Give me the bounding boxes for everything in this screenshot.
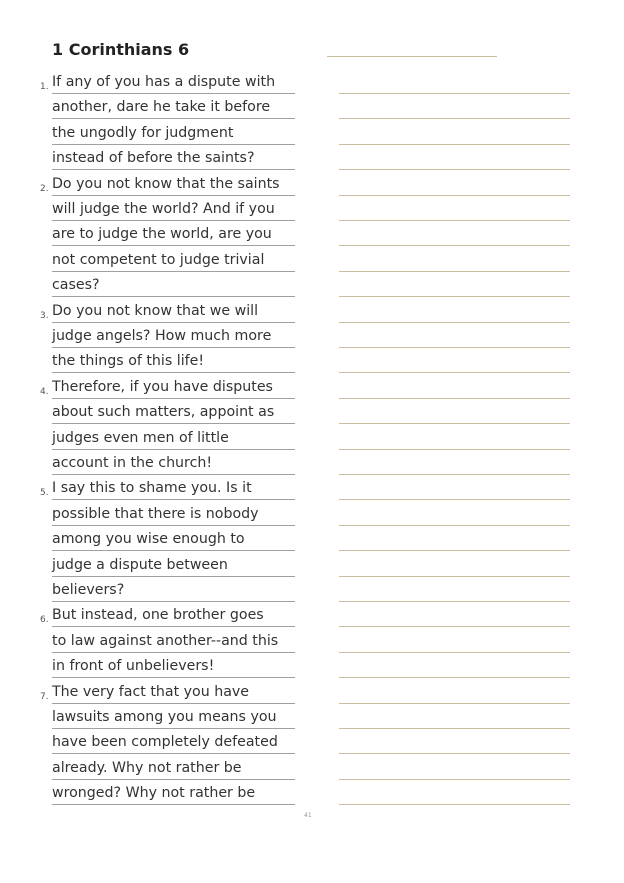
handwriting-rule xyxy=(339,144,570,145)
verse-text: But instead, one brother goes xyxy=(52,607,264,624)
verse-text: judge angels? How much more xyxy=(52,328,272,344)
verse-line xyxy=(52,655,295,678)
verse-text: are to judge the world, are you xyxy=(52,226,272,243)
handwriting-rule xyxy=(339,245,570,246)
verse-number: 5. xyxy=(40,488,49,499)
verse-line xyxy=(52,325,295,348)
handwriting-rule xyxy=(339,677,570,678)
verse-line xyxy=(52,528,295,551)
handwriting-rule xyxy=(339,118,570,119)
handwriting-rule xyxy=(339,372,570,373)
verse-line xyxy=(40,477,295,500)
page-number: 41 xyxy=(304,812,312,819)
verse-text: Do you not know that the saints xyxy=(52,175,280,192)
handwriting-rule xyxy=(339,626,570,627)
verse-text: The very fact that you have xyxy=(52,683,250,700)
handwriting-rule xyxy=(339,449,570,450)
handwriting-rule xyxy=(339,601,570,602)
handwriting-rule xyxy=(339,703,570,704)
handwriting-rule xyxy=(339,93,570,94)
verse-line xyxy=(52,223,295,246)
verse-text: believers? xyxy=(52,582,125,598)
handwriting-rule xyxy=(339,271,570,272)
verse-line xyxy=(40,71,295,94)
verse-line xyxy=(40,681,295,704)
verse-text: Do you not know that we will xyxy=(52,302,259,319)
verse-line xyxy=(52,452,295,475)
page-title: 1 Corinthians 6 xyxy=(52,40,190,59)
verse-text: account in the church! xyxy=(52,455,213,471)
handwriting-rule xyxy=(339,804,570,805)
verse-text: in front of unbelievers! xyxy=(52,658,215,675)
handwriting-rule xyxy=(339,728,570,729)
verse-text: I say this to shame you. Is it xyxy=(52,480,252,497)
verse-text: wronged? Why not rather be xyxy=(52,785,256,802)
verse-line xyxy=(52,630,295,653)
verse-text: judges even men of little xyxy=(52,429,229,446)
handwriting-rule xyxy=(339,474,570,475)
verse-line xyxy=(40,376,295,399)
verse-number: 3. xyxy=(40,310,49,321)
verse-line xyxy=(52,274,295,297)
handwriting-rule xyxy=(339,753,570,754)
verse-line xyxy=(40,173,295,196)
verse-number: 7. xyxy=(40,691,49,702)
verse-line xyxy=(52,427,295,450)
verse-line xyxy=(40,604,295,627)
verse-line xyxy=(52,350,295,373)
verse-line xyxy=(52,401,295,424)
verse-text: instead of before the saints? xyxy=(52,150,255,167)
verse-number: 4. xyxy=(40,386,49,397)
verse-text: possible that there is nobody xyxy=(52,505,259,522)
verse-text: another, dare he take it before xyxy=(52,99,271,116)
handwriting-rule xyxy=(339,550,570,551)
handwriting-rule xyxy=(339,322,570,323)
verse-line xyxy=(52,122,295,145)
verse-text: have been completely defeated xyxy=(52,734,278,751)
verse-text: cases? xyxy=(52,277,100,294)
verse-text: will judge the world? And if you xyxy=(52,201,275,217)
verse-text: judge a dispute between xyxy=(52,556,228,573)
verse-text: If any of you has a dispute with xyxy=(52,74,276,90)
verse-line xyxy=(52,579,295,602)
title-writing-line xyxy=(327,56,497,57)
verse-text: to law against another--and this xyxy=(52,632,279,649)
verse-text: about such matters, appoint as xyxy=(52,404,275,421)
verse-line xyxy=(52,249,295,272)
verse-line xyxy=(52,554,295,577)
verse-line xyxy=(52,96,295,119)
verse-number: 2. xyxy=(40,183,49,194)
handwriting-rule xyxy=(339,347,570,348)
verse-text: among you wise enough to xyxy=(52,531,245,548)
verse-line xyxy=(52,757,295,780)
handwriting-rule xyxy=(339,525,570,526)
verse-text: the things of this life! xyxy=(52,353,205,370)
handwriting-rule xyxy=(339,779,570,780)
verse-text: lawsuits among you means you xyxy=(52,709,277,725)
verse-text: not competent to judge trivial xyxy=(52,251,265,268)
verse-line xyxy=(52,503,295,526)
verse-text: Therefore, if you have disputes xyxy=(52,378,273,395)
verse-text: already. Why not rather be xyxy=(52,759,242,776)
handwriting-rule xyxy=(339,296,570,297)
verse-line xyxy=(52,782,295,805)
handwriting-rule xyxy=(339,499,570,500)
handwriting-rule xyxy=(339,423,570,424)
handwriting-rule xyxy=(339,398,570,399)
handwriting-rule xyxy=(339,195,570,196)
handwriting-rule xyxy=(339,169,570,170)
handwriting-rule xyxy=(339,576,570,577)
verse-line xyxy=(52,731,295,754)
handwriting-rule xyxy=(339,220,570,221)
handwriting-rule xyxy=(339,652,570,653)
verse-number: 6. xyxy=(40,615,49,626)
verse-line xyxy=(52,198,295,221)
verse-number: 1. xyxy=(40,82,49,92)
verse-line xyxy=(52,706,295,729)
verse-line xyxy=(40,300,295,323)
verse-text: the ungodly for judgment xyxy=(52,124,234,141)
verse-line xyxy=(52,147,295,170)
